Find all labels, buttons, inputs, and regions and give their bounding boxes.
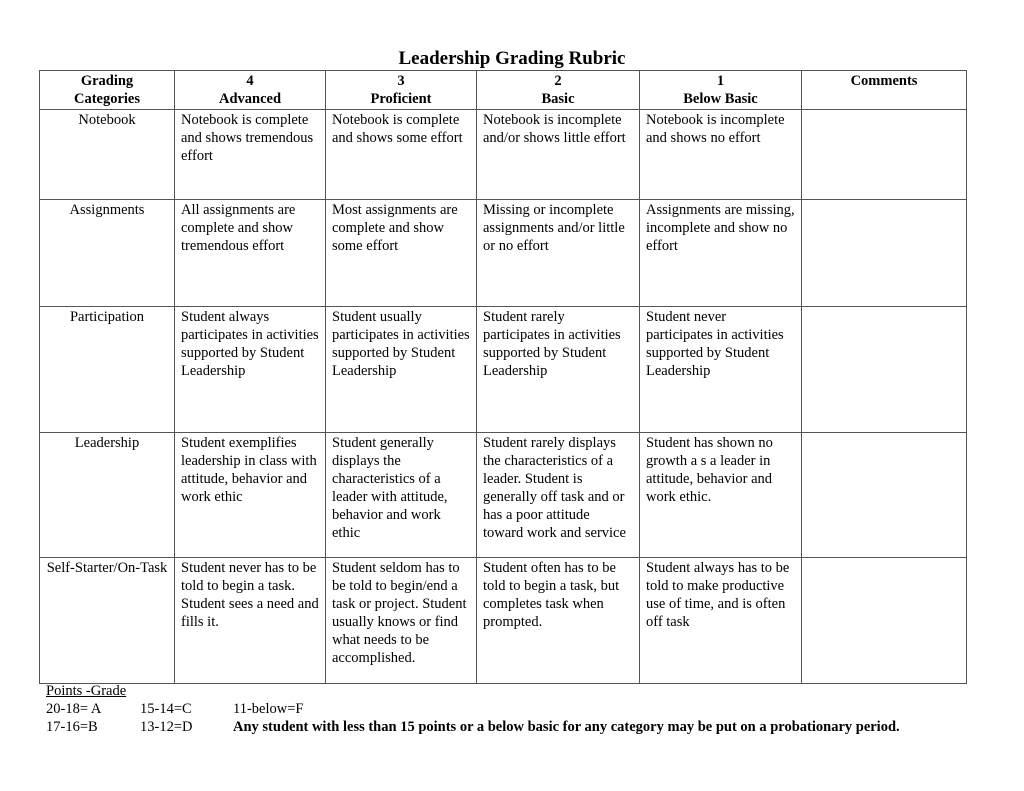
comments-cell — [802, 558, 967, 684]
category-cell: Self-Starter/On-Task — [40, 558, 175, 684]
points-grade-heading: Points -Grade — [46, 683, 127, 699]
rubric-cell: Notebook is incomplete and/or shows little effort — [477, 110, 640, 200]
table-row — [40, 110, 967, 200]
grade-a-range: 20-18= A — [46, 701, 102, 717]
rubric-cell: Student always participates in activities supported by Student Leadership — [175, 307, 326, 433]
comments-cell — [802, 200, 967, 307]
page-title: Leadership Grading Rubric — [398, 48, 626, 69]
category-cell: Assignments — [40, 200, 175, 307]
rubric-cell: Student generally displays the characteristics of a leader with attitude, behavior and work ethic — [326, 433, 477, 558]
category-cell: Leadership — [40, 433, 175, 558]
rubric-cell: Notebook is incomplete and shows no effort — [640, 110, 802, 200]
rubric-cell: Student always has to be told to make productive use of time, and is often off task — [640, 558, 802, 684]
rubric-cell: Notebook is complete and shows tremendous effort — [175, 110, 326, 200]
comments-cell — [802, 110, 967, 200]
rubric-cell: Student never has to be told to begin a task. Student sees a need and fills it. — [175, 558, 326, 684]
rubric-cell: Assignments are missing, incomplete and show no effort — [640, 200, 802, 307]
header-comments: Comments — [802, 71, 967, 110]
header-below-basic: 1 Below Basic — [640, 71, 802, 110]
rubric-cell: Student rarely displays the characteristics of a leader. Student is generally off task and or has a poor attitude toward work and service — [477, 433, 640, 558]
comments-cell — [802, 433, 967, 558]
rubric-cell: Most assignments are complete and show some effort — [326, 200, 477, 307]
header-proficient: 3 Proficient — [326, 71, 477, 110]
comments-cell — [802, 307, 967, 433]
table-row — [40, 433, 967, 558]
rubric-cell: Student seldom has to be told to begin/end a task or project. Student usually knows or find what needs to be accomplished. — [326, 558, 477, 684]
header-advanced: 4 Advanced — [175, 71, 326, 110]
grade-b-range: 17-16=B — [46, 719, 98, 735]
rubric-cell: Student usually participates in activities supported by Student Leadership — [326, 307, 477, 433]
rubric-cell: Student never participates in activities supported by Student Leadership — [640, 307, 802, 433]
rubric-cell: Notebook is complete and shows some effort — [326, 110, 477, 200]
rubric-table — [39, 70, 967, 684]
rubric-cell: Student exemplifies leadership in class with attitude, behavior and work ethic — [175, 433, 326, 558]
grade-d-range: 13-12=D — [140, 719, 193, 735]
table-row — [40, 200, 967, 307]
header-basic: 2 Basic — [477, 71, 640, 110]
grade-c-range: 15-14=C — [140, 701, 192, 717]
rubric-cell: Student has shown no growth a s a leader in attitude, behavior and work ethic. — [640, 433, 802, 558]
grade-f-range: 11-below=F — [233, 701, 304, 717]
table-header-row — [40, 71, 967, 110]
grade-scale — [46, 682, 1006, 736]
category-cell: Participation — [40, 307, 175, 433]
rubric-cell: Student rarely participates in activities supported by Student Leadership — [477, 307, 640, 433]
table-row — [40, 558, 967, 684]
probation-note: Any student with less than 15 points or a below basic for any category may be put on a probationary period. — [233, 719, 900, 735]
rubric-cell: Missing or incomplete assignments and/or little or no effort — [477, 200, 640, 307]
rubric-cell: Student often has to be told to begin a task, but completes task when prompted. — [477, 558, 640, 684]
category-cell: Notebook — [40, 110, 175, 200]
table-row — [40, 307, 967, 433]
rubric-cell: All assignments are complete and show tremendous effort — [175, 200, 326, 307]
header-grading-categories: Grading Categories — [40, 71, 175, 110]
